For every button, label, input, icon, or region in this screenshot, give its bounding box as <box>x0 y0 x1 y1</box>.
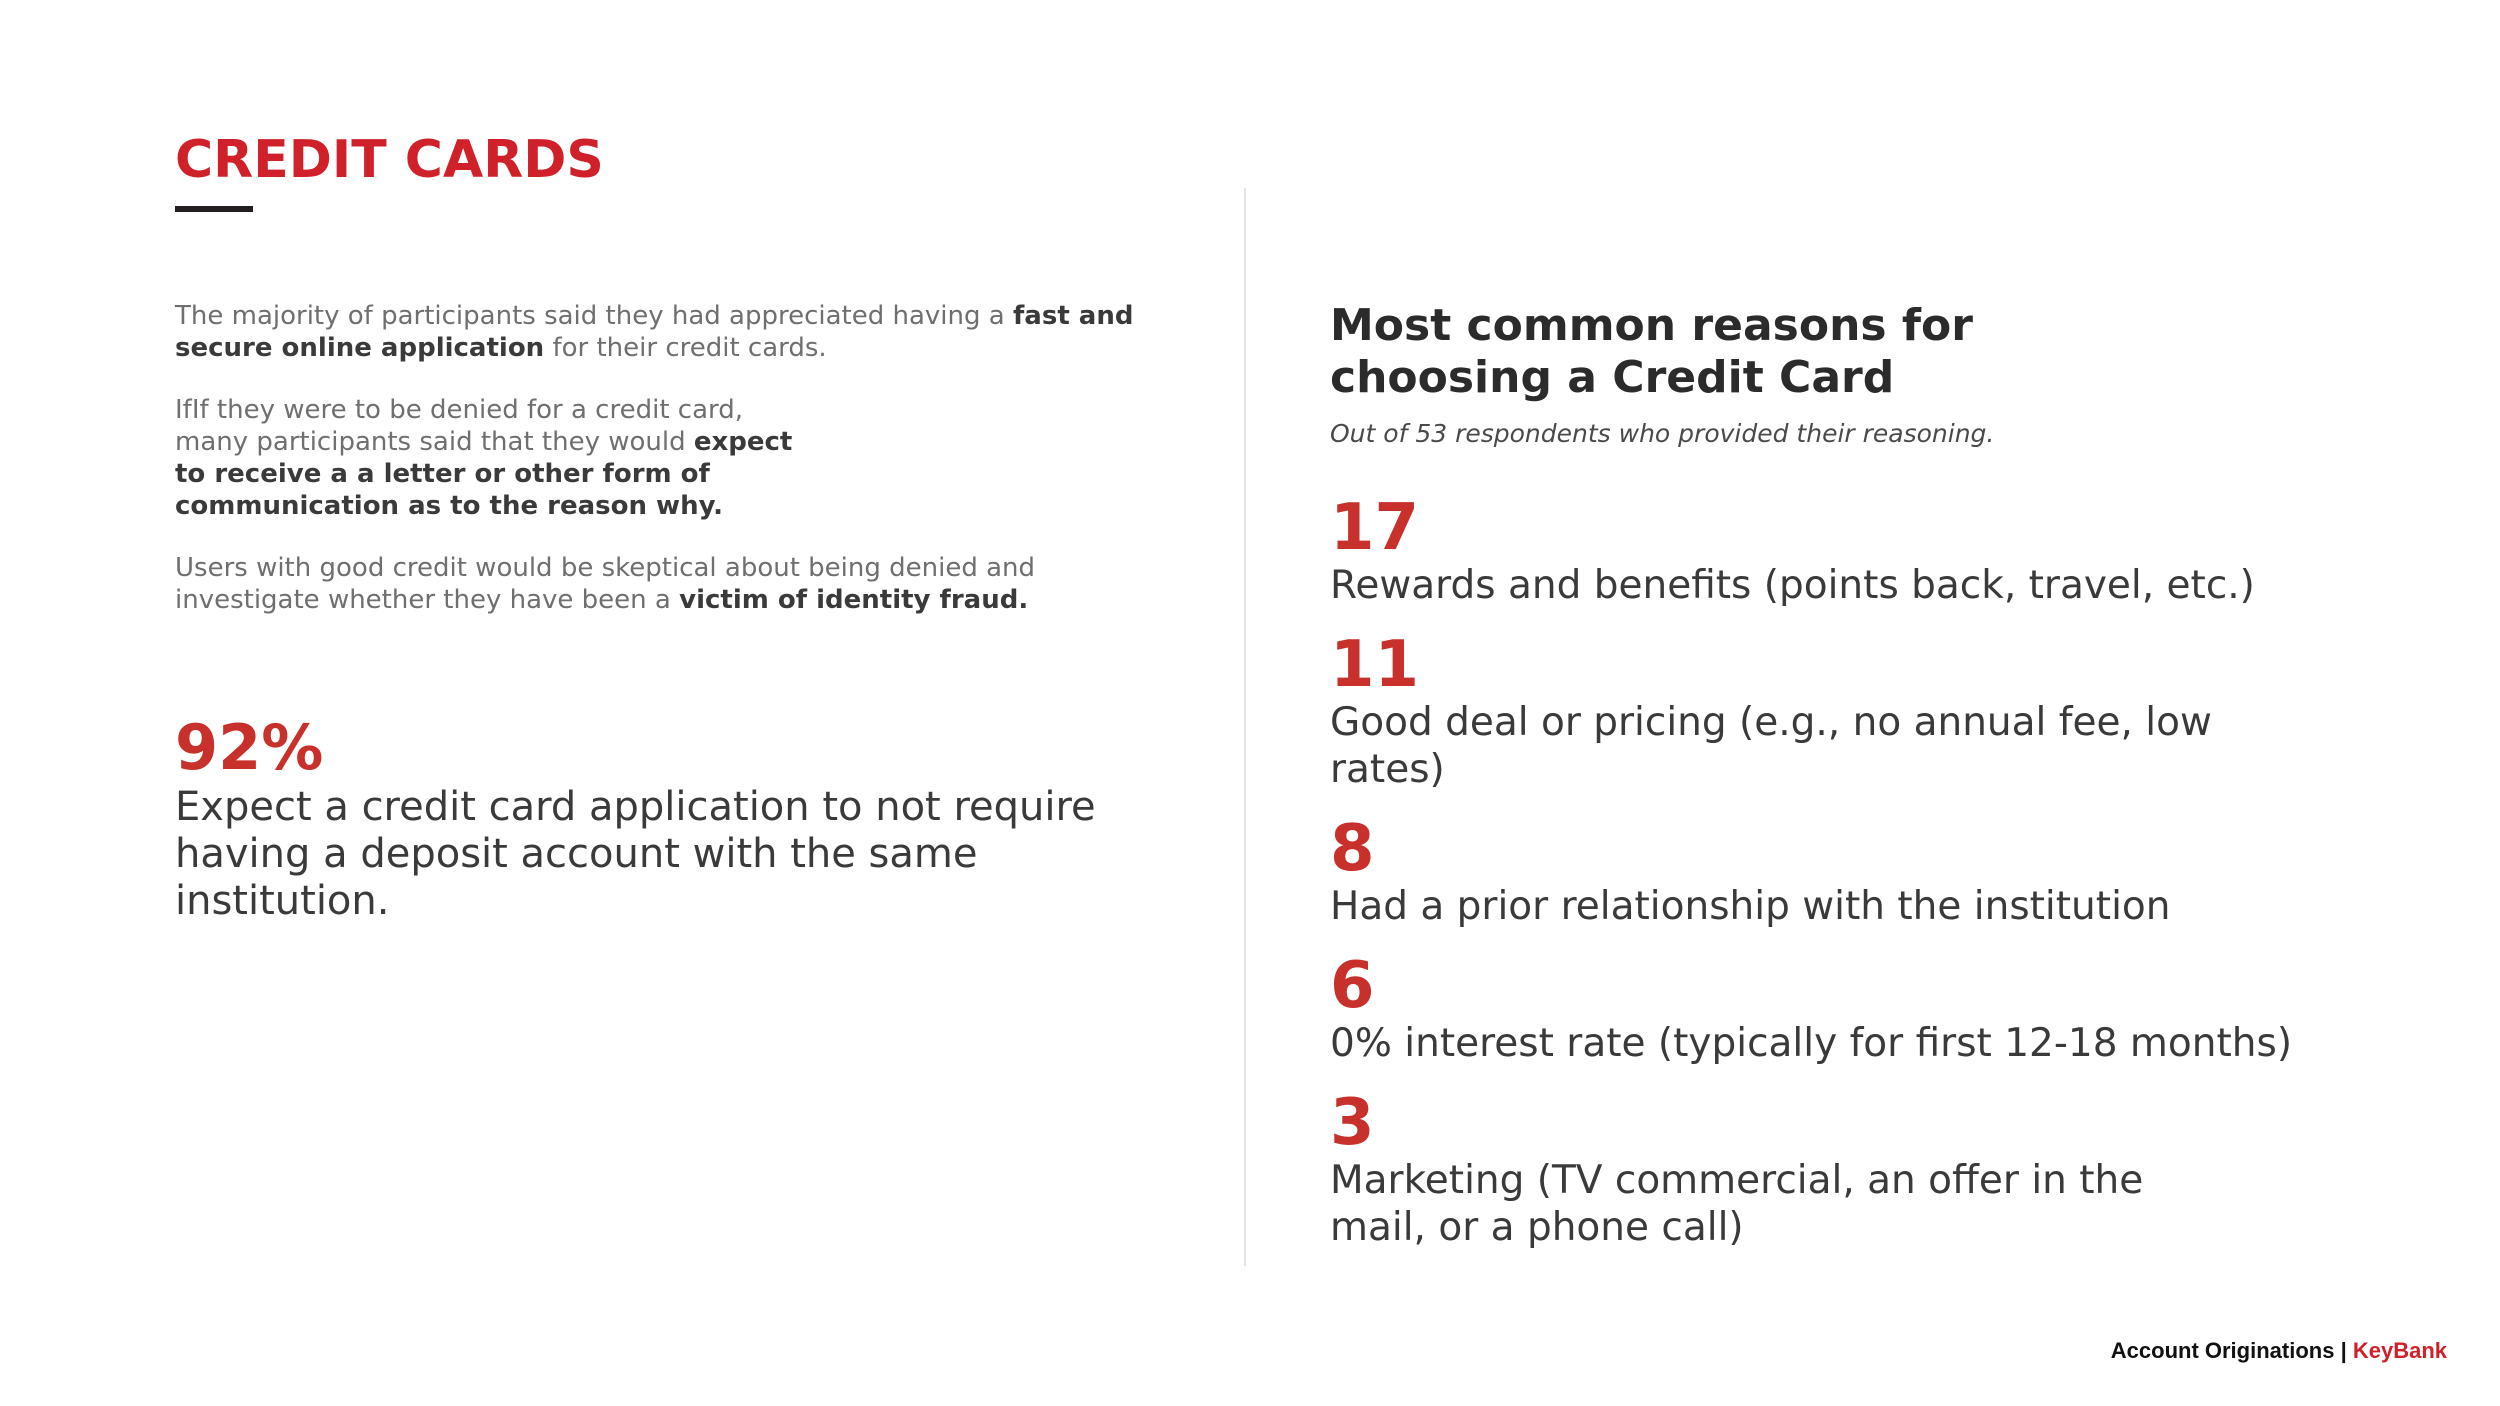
reason-label: 0% interest rate (typically for first 12-18 months) <box>1330 1021 2293 1066</box>
footer-section: Account Originations <box>2110 1338 2335 1363</box>
reason-item <box>1330 1086 2330 1251</box>
key-stat <box>175 712 1195 925</box>
finding-paragraph-2 <box>175 394 815 522</box>
finding-2-text: IfIf they were to be denied for a credit card, many participants said that they would <box>175 395 744 457</box>
finding-1-emphasis: fast and secure online application <box>175 301 1134 363</box>
reasons-subtitle: Out of 53 respondents who provided their reasoning. <box>1330 419 1995 448</box>
reason-label: Marketing (TV commercial, an offer in the mail, or a phone call) <box>1330 1158 2144 1250</box>
reason-item <box>1330 491 2330 609</box>
reasons-heading-line-1: Most common reasons for <box>1330 300 1973 351</box>
finding-1-text-b: for their credit cards. <box>544 333 827 363</box>
finding-paragraph-1 <box>175 300 1175 364</box>
reason-count: 11 <box>1330 628 1420 702</box>
footer-brand-name: KeyBank <box>2352 1338 2447 1363</box>
reason-count: 17 <box>1330 491 1420 565</box>
footer-brand <box>2111 1338 2447 1364</box>
reason-item <box>1330 949 2330 1067</box>
reason-count: 6 <box>1330 949 1375 1023</box>
reasons-list <box>1330 491 2330 1251</box>
reason-label: Had a prior relationship with the institution <box>1330 884 2171 929</box>
reason-item <box>1330 628 2330 793</box>
finding-1-text-a: The majority of participants said they had appreciated having a <box>175 301 1013 331</box>
reasons-heading-line-2: choosing a Credit Card <box>1330 352 1895 403</box>
reasons-heading <box>1330 300 2330 404</box>
page-title: CREDIT CARDS <box>175 130 604 190</box>
column-divider <box>1244 188 1246 1266</box>
finding-3-emphasis: victim of identity fraud. <box>679 585 1029 615</box>
footer-separator: | <box>2334 1338 2353 1363</box>
finding-3-text: Users with good credit would be skeptical about being denied and investigate whether they have been a <box>175 553 1036 615</box>
reasons-panel <box>1330 300 2330 1273</box>
findings-text <box>175 300 1175 616</box>
reason-item <box>1330 812 2330 930</box>
finding-paragraph-3 <box>175 552 1135 616</box>
title-underline <box>175 206 253 212</box>
reason-count: 8 <box>1330 812 1375 886</box>
key-stat-value: 92% <box>175 711 324 784</box>
reason-label: Rewards and benefits (points back, travel, etc.) <box>1330 563 2255 608</box>
key-stat-description: Expect a credit card application to not require having a deposit account with the same institution. <box>175 784 1096 924</box>
reason-count: 3 <box>1330 1086 1375 1160</box>
finding-2-emphasis: expect to receive a a letter or other form of communication as to the reason why. <box>175 427 793 521</box>
reason-label: Good deal or pricing (e.g., no annual fee, low rates) <box>1330 700 2212 792</box>
